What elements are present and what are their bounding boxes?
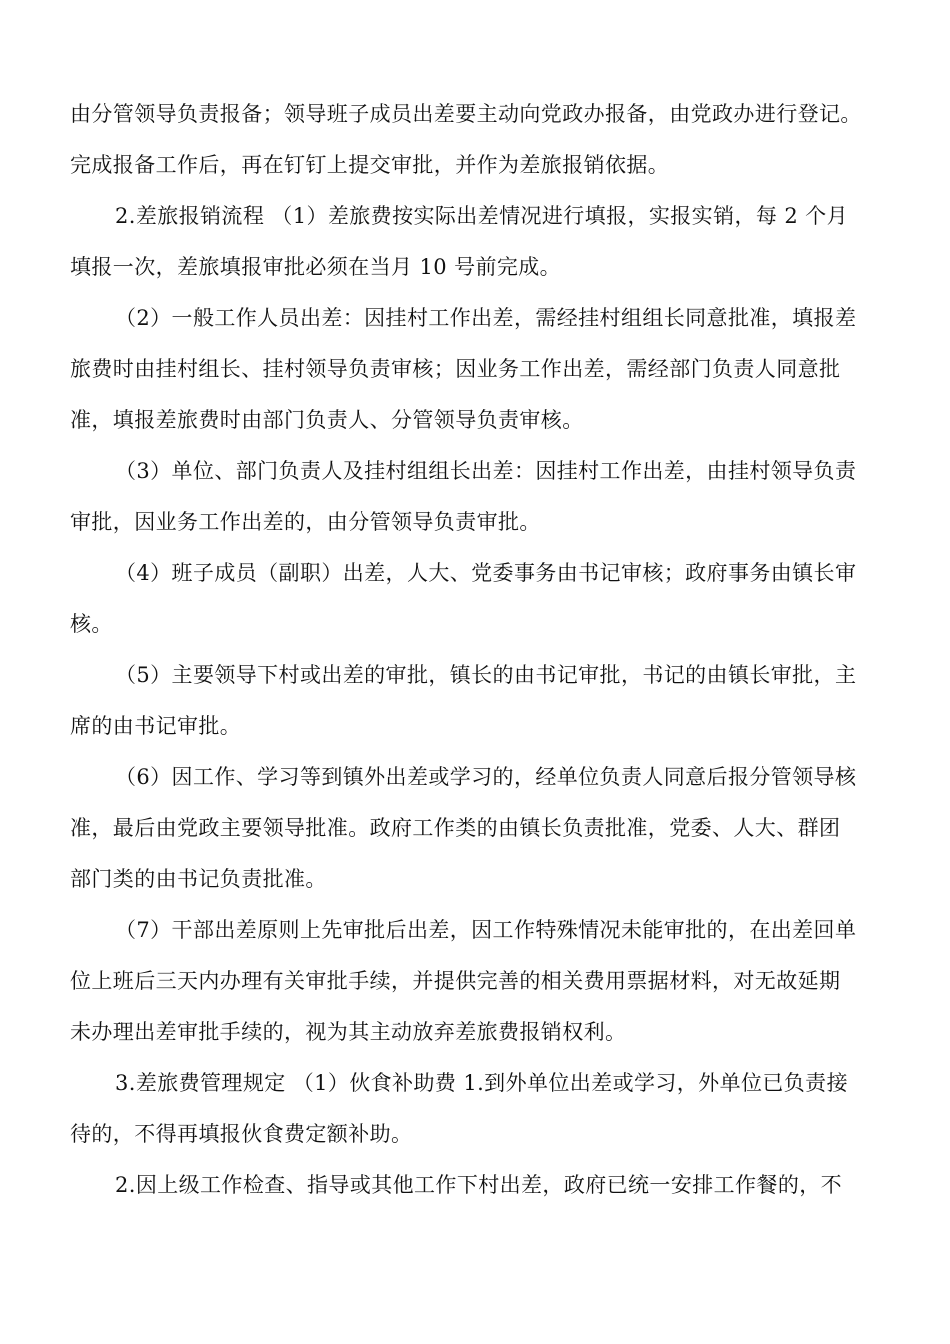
text-line: 准，最后由党政主要领导批准。政府工作类的由镇长负责批准，党委、人大、群团 <box>70 816 841 840</box>
text-line: 待的，不得再填报伙食费定额补助。 <box>70 1122 413 1146</box>
text-line: 完成报备工作后，再在钉钉上提交审批，并作为差旅报销依据。 <box>70 153 670 177</box>
text-line: （2）一般工作人员出差：因挂村工作出差，需经挂村组组长同意批准，填报差 <box>115 306 857 330</box>
text-line: 部门类的由书记负责批准。 <box>70 867 327 891</box>
text-line: 旅费时由挂村组长、挂村领导负责审核；因业务工作出差，需经部门负责人同意批 <box>70 357 841 381</box>
text-line: 准，填报差旅费时由部门负责人、分管领导负责审核。 <box>70 408 584 432</box>
text-line: （6）因工作、学习等到镇外出差或学习的，经单位负责人同意后报分管领导核 <box>115 765 857 789</box>
text-line: 席的由书记审批。 <box>70 714 242 738</box>
text-line: （7）干部出差原则上先审批后出差，因工作特殊情况未能审批的，在出差回单 <box>115 918 857 942</box>
text-line: （5）主要领导下村或出差的审批，镇长的由书记审批，书记的由镇长审批，主 <box>115 663 857 687</box>
text-line: 2.因上级工作检查、指导或其他工作下村出差，政府已统一安排工作餐的，不 <box>115 1173 843 1197</box>
text-line: 2.差旅报销流程 （1）差旅费按实际出差情况进行填报，实报实销，每 2 个月 <box>115 204 848 228</box>
text-line: 由分管领导负责报备；领导班子成员出差要主动向党政办报备，由党政办进行登记。 <box>70 102 862 126</box>
text-line: （4）班子成员（副职）出差，人大、党委事务由书记审核；政府事务由镇长审 <box>115 561 857 585</box>
text-line: 未办理出差审批手续的，视为其主动放弃差旅费报销权利。 <box>70 1020 627 1044</box>
text-line: 3.差旅费管理规定 （1）伙食补助费 1.到外单位出差或学习，外单位已负责接 <box>115 1071 848 1095</box>
text-line: 核。 <box>70 612 113 636</box>
text-line: （3）单位、部门负责人及挂村组组长出差：因挂村工作出差，由挂村领导负责 <box>115 459 857 483</box>
text-line: 位上班后三天内办理有关审批手续，并提供完善的相关费用票据材料，对无故延期 <box>70 969 841 993</box>
text-line: 审批，因业务工作出差的，由分管领导负责审批。 <box>70 510 541 534</box>
text-line: 填报一次，差旅填报审批必须在当月 10 号前完成。 <box>70 255 562 279</box>
